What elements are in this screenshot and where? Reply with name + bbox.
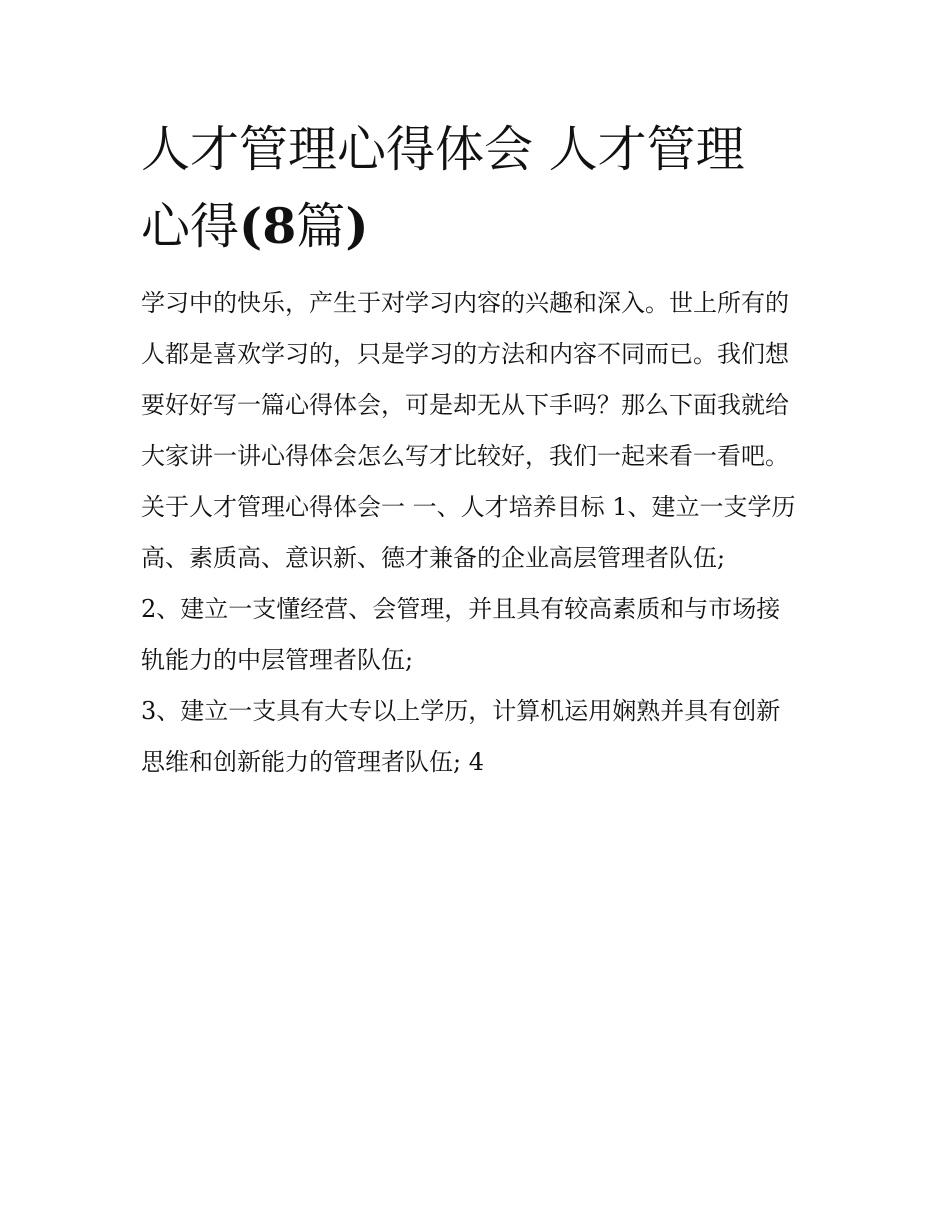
- body-line: 关于人才管理心得体会一 一、人才培养目标 1、建立一支学历: [141, 493, 796, 521]
- body-line: 人都是喜欢学习的，只是学习的方法和内容不同而已。我们想: [141, 340, 789, 368]
- body-line: 思维和创新能力的管理者队伍; 4: [141, 748, 484, 776]
- body-line: 3、建立一支具有大专以上学历，计算机运用娴熟并具有创新: [141, 697, 781, 725]
- body-line: 大家讲一讲心得体会怎么写才比较好，我们一起来看一看吧。: [141, 442, 789, 470]
- body-line: 2、建立一支懂经营、会管理，并且具有较高素质和与市场接: [141, 595, 781, 623]
- body-line: 要好好写一篇心得体会，可是却无从下手吗？那么下面我就给: [141, 391, 789, 419]
- title-line-2-unit: 篇: [296, 198, 346, 255]
- title-line-2-suffix: ): [345, 197, 369, 255]
- body-line: 高、素质高、意识新、德才兼备的企业高层管理者队伍;: [141, 544, 726, 572]
- body-line: 轨能力的中层管理者队伍;: [141, 646, 414, 674]
- document-body: [141, 278, 821, 788]
- document-title: [141, 112, 821, 265]
- body-line: 学习中的快乐，产生于对学习内容的兴趣和深入。世上所有的: [141, 289, 789, 317]
- document-content: [141, 112, 821, 788]
- title-line-1: 人才管理心得体会 人才管理: [141, 121, 745, 178]
- title-line-2-prefix: 心得: [141, 198, 240, 255]
- title-line-2: [141, 188, 821, 265]
- title-line-2-count: (8: [239, 197, 297, 255]
